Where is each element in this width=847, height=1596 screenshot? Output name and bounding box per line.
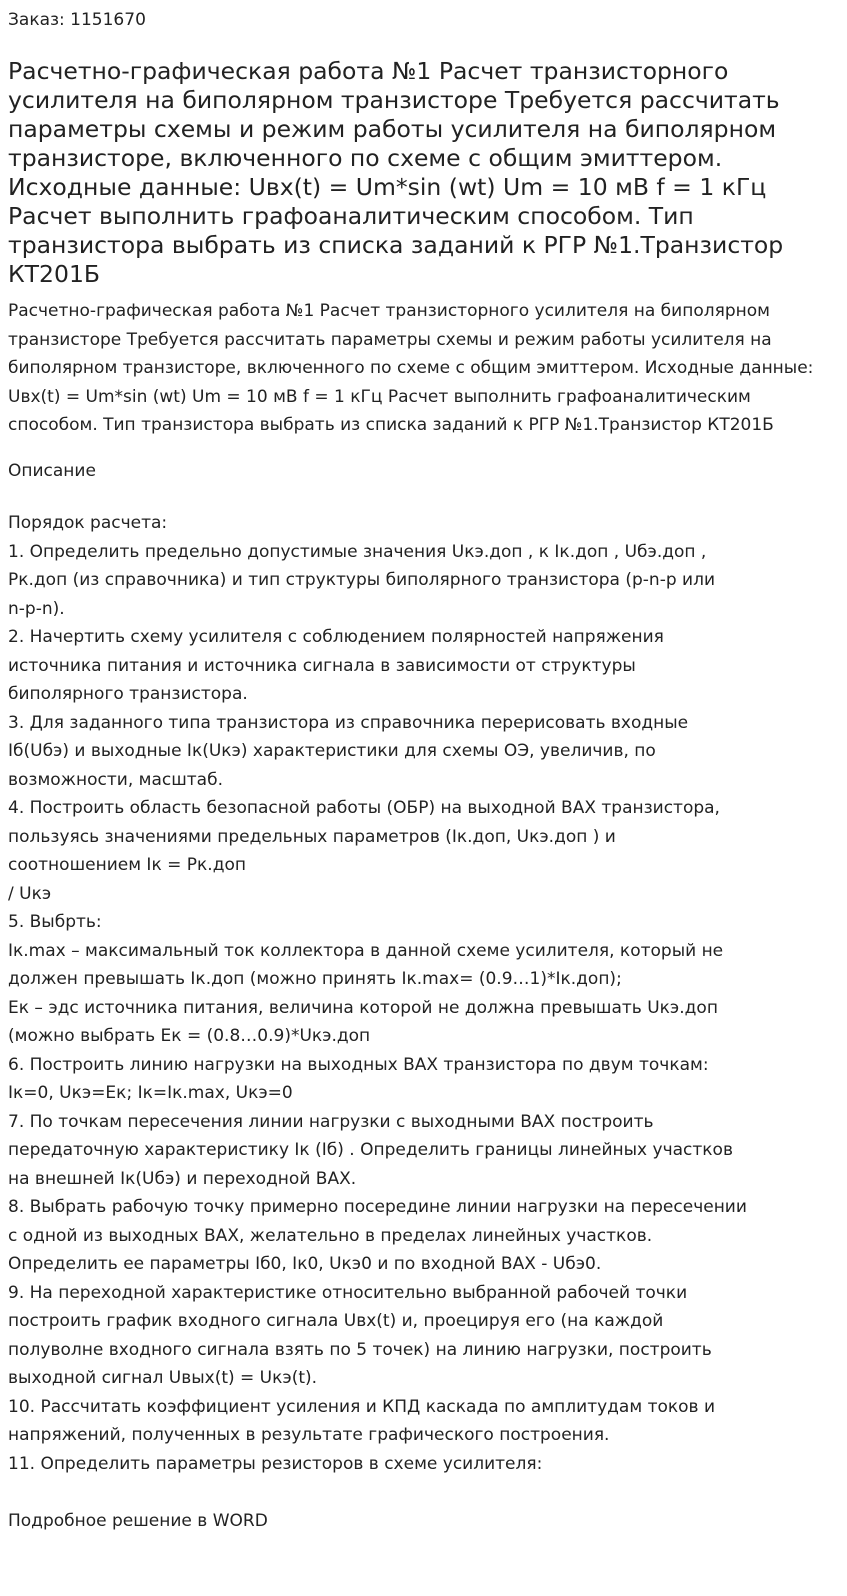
body-line: источника питания и источника сигнала в зависимости от структуры xyxy=(8,655,636,676)
section-spacer xyxy=(8,481,838,510)
blank-line xyxy=(8,1478,838,1507)
lead-paragraph: Расчетно-графическая работа №1 Расчет транзисторного усилителя на биполярном транзисторе Требуется рассчитать параметры схемы и режим работы усилителя на биполярном транзисторе, включенного по схеме с общим эмиттером. Исходные данные: Uвх(t) = Um*sin (wt) Um = 10 мВ f = 1 кГц Расчет выполнить графоаналитическим способом. Тип транзистора выбрать из списка заданий к РГР №1.Транзистор КТ201Б xyxy=(8,301,814,435)
body-line: Ек – эдс источника питания, величина которой не должна превышать Uкэ.доп xyxy=(8,997,718,1018)
page-title: Расчетно-графическая работа №1 Расчет транзисторного усилителя на биполярном транзисторе Требуется рассчитать параметры схемы и режим работы усилителя на биполярном транзисторе, включенного по схеме с общим эмиттером. Исходные данные: Uвх(t) = Um*sin (wt) Um = 10 мВ f = 1 кГц Расчет выполнить графоаналитическим способом. Тип транзистора выбрать из списка заданий к РГР №1.Транзистор КТ201Б xyxy=(8,57,784,288)
body-line: 9. На переходной характеристике относительно выбранной рабочей точки xyxy=(8,1282,688,1303)
body-line: должен превышать Iк.доп (можно принять Iк.max= (0.9…1)*Iк.доп); xyxy=(8,969,622,989)
body-line: полуволне входного сигнала взять по 5 точек) на линию нагрузки, построить xyxy=(8,1339,712,1360)
description-body xyxy=(8,509,838,1535)
body-line: 2. Начертить схему усилителя с соблюдением полярностей напряжения xyxy=(8,627,664,647)
body-line: 4. Построить область безопасной работы (ОБР) на выходной ВАХ транзистора, xyxy=(8,798,720,818)
body-line: пользуясь значениями предельных параметров (Iк.доп, Uкэ.доп ) и xyxy=(8,826,616,847)
body-line: Iб(Uбэ) и выходные Iк(Uкэ) характеристики для схемы ОЭ, увеличив, по xyxy=(8,741,656,761)
document-page xyxy=(8,0,838,1535)
body-line: n-p-n). xyxy=(8,598,65,619)
body-line: Порядок расчета: xyxy=(8,513,168,533)
body-line: Iк=0, Uкэ=Ек; Iк=Iк.max, Uкэ=0 xyxy=(8,1083,293,1103)
body-line: Определить ее параметры Iб0, Iк0, Uкэ0 и по входной ВАХ - Uбэ0. xyxy=(8,1254,602,1274)
body-line: 10. Рассчитать коэффициент усиления и КПД каскада по амплитудам токов и xyxy=(8,1396,716,1417)
body-line: 7. По точкам пересечения линии нагрузки с выходными ВАХ построить xyxy=(8,1111,654,1132)
body-line: 1. Определить предельно допустимые значения Uкэ.доп , к Iк.доп , Uбэ.доп , xyxy=(8,541,707,562)
body-line: на внешней Iк(Uбэ) и переходной ВАХ. xyxy=(8,1168,357,1189)
body-line: соотношением Iк = Pк.доп xyxy=(8,855,246,875)
body-line: / Uкэ xyxy=(8,883,52,904)
body-line: Pк.доп (из справочника) и тип структуры биполярного транзистора (p-n-p или xyxy=(8,570,715,590)
order-number: Заказ: 1151670 xyxy=(8,10,146,30)
body-line: 11. Определить параметры резисторов в схеме усилителя: xyxy=(8,1453,543,1474)
body-line: 6. Построить линию нагрузки на выходных ВАХ транзистора по двум точкам: xyxy=(8,1054,709,1075)
body-line: 3. Для заданного типа транзистора из справочника перерисовать входные xyxy=(8,712,689,733)
solution-note: Подробное решение в WORD xyxy=(8,1510,268,1531)
body-line: с одной из выходных ВАХ, желательно в пределах линейных участков. xyxy=(8,1225,653,1246)
description-heading: Описание xyxy=(8,460,96,481)
body-line: напряжений, полученных в результате графического построения. xyxy=(8,1425,610,1445)
body-line: 8. Выбрать рабочую точку примерно посередине линии нагрузки на пересечении xyxy=(8,1197,747,1217)
body-line: 5. Выбрть: xyxy=(8,912,102,932)
body-line: возможности, масштаб. xyxy=(8,769,223,790)
body-line: (можно выбрать Ек = (0.8…0.9)*Uкэ.доп xyxy=(8,1026,371,1046)
body-line: построить график входного сигнала Uвх(t) и, проецируя его (на каждой xyxy=(8,1311,664,1331)
body-line: Iк.max – максимальный ток коллектора в данной схеме усилителя, который не xyxy=(8,940,724,961)
body-line: биполярного транзистора. xyxy=(8,684,248,704)
body-line: выходной сигнал Uвых(t) = Uкэ(t). xyxy=(8,1368,318,1388)
body-line: передаточную характеристику Iк (Iб) . Определить границы линейных участков xyxy=(8,1140,733,1160)
